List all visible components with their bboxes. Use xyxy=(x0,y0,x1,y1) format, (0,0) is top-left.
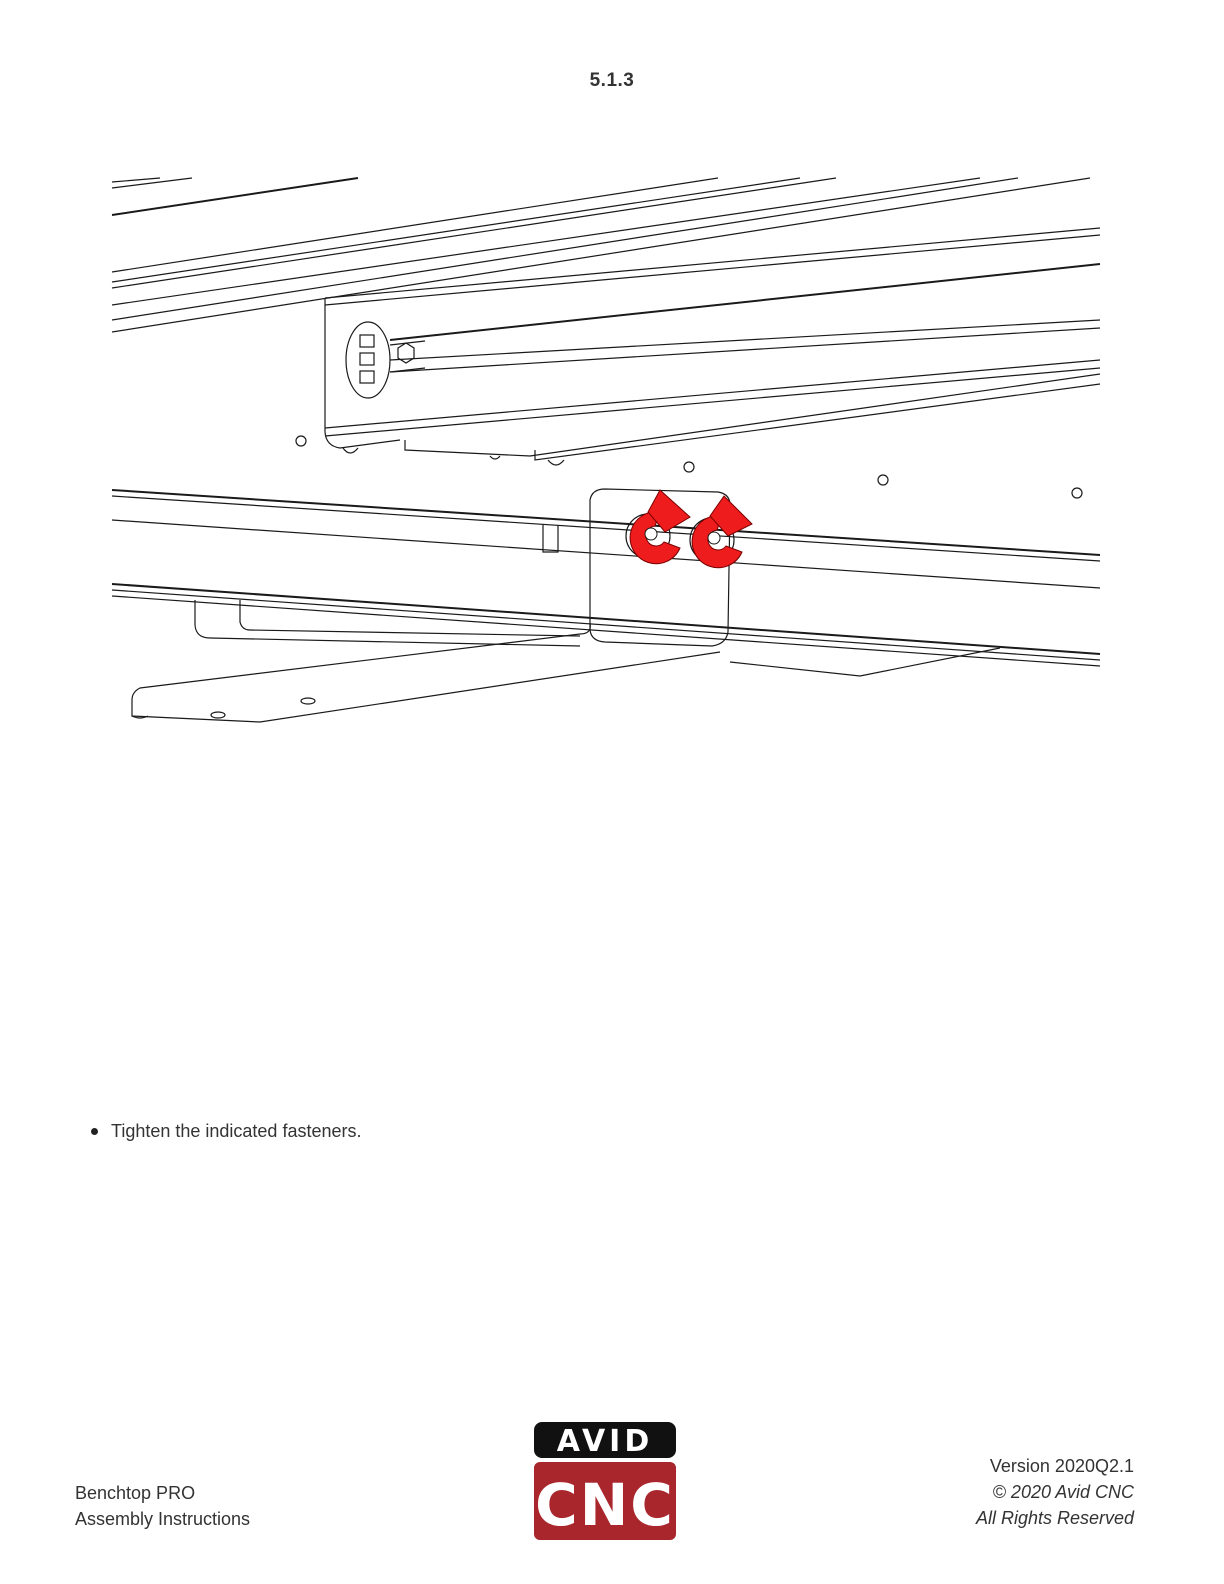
instruction-item xyxy=(88,1118,362,1144)
rights-text: All Rights Reserved xyxy=(975,1508,1134,1528)
version-label: Version 2020Q2.1 xyxy=(989,1456,1134,1476)
bullet-icon xyxy=(91,1128,98,1135)
assembly-illustration xyxy=(100,160,1110,740)
product-name: Benchtop PRO xyxy=(75,1483,196,1503)
logo-top-text: AVID xyxy=(556,1424,654,1459)
footer-product-info xyxy=(75,1480,250,1532)
logo-bottom-text: CNC xyxy=(535,1471,675,1539)
instruction-text: Tighten the indicated fasteners. xyxy=(111,1121,362,1141)
copyright-text: © 2020 Avid CNC xyxy=(992,1482,1134,1502)
avid-cnc-logo xyxy=(532,1420,678,1542)
instruction-list xyxy=(88,1118,362,1144)
extrusion-drawing xyxy=(112,178,1100,722)
document-name: Assembly Instructions xyxy=(75,1509,251,1529)
step-number: 5.1.3 xyxy=(589,70,635,91)
footer-version-info xyxy=(976,1453,1134,1531)
